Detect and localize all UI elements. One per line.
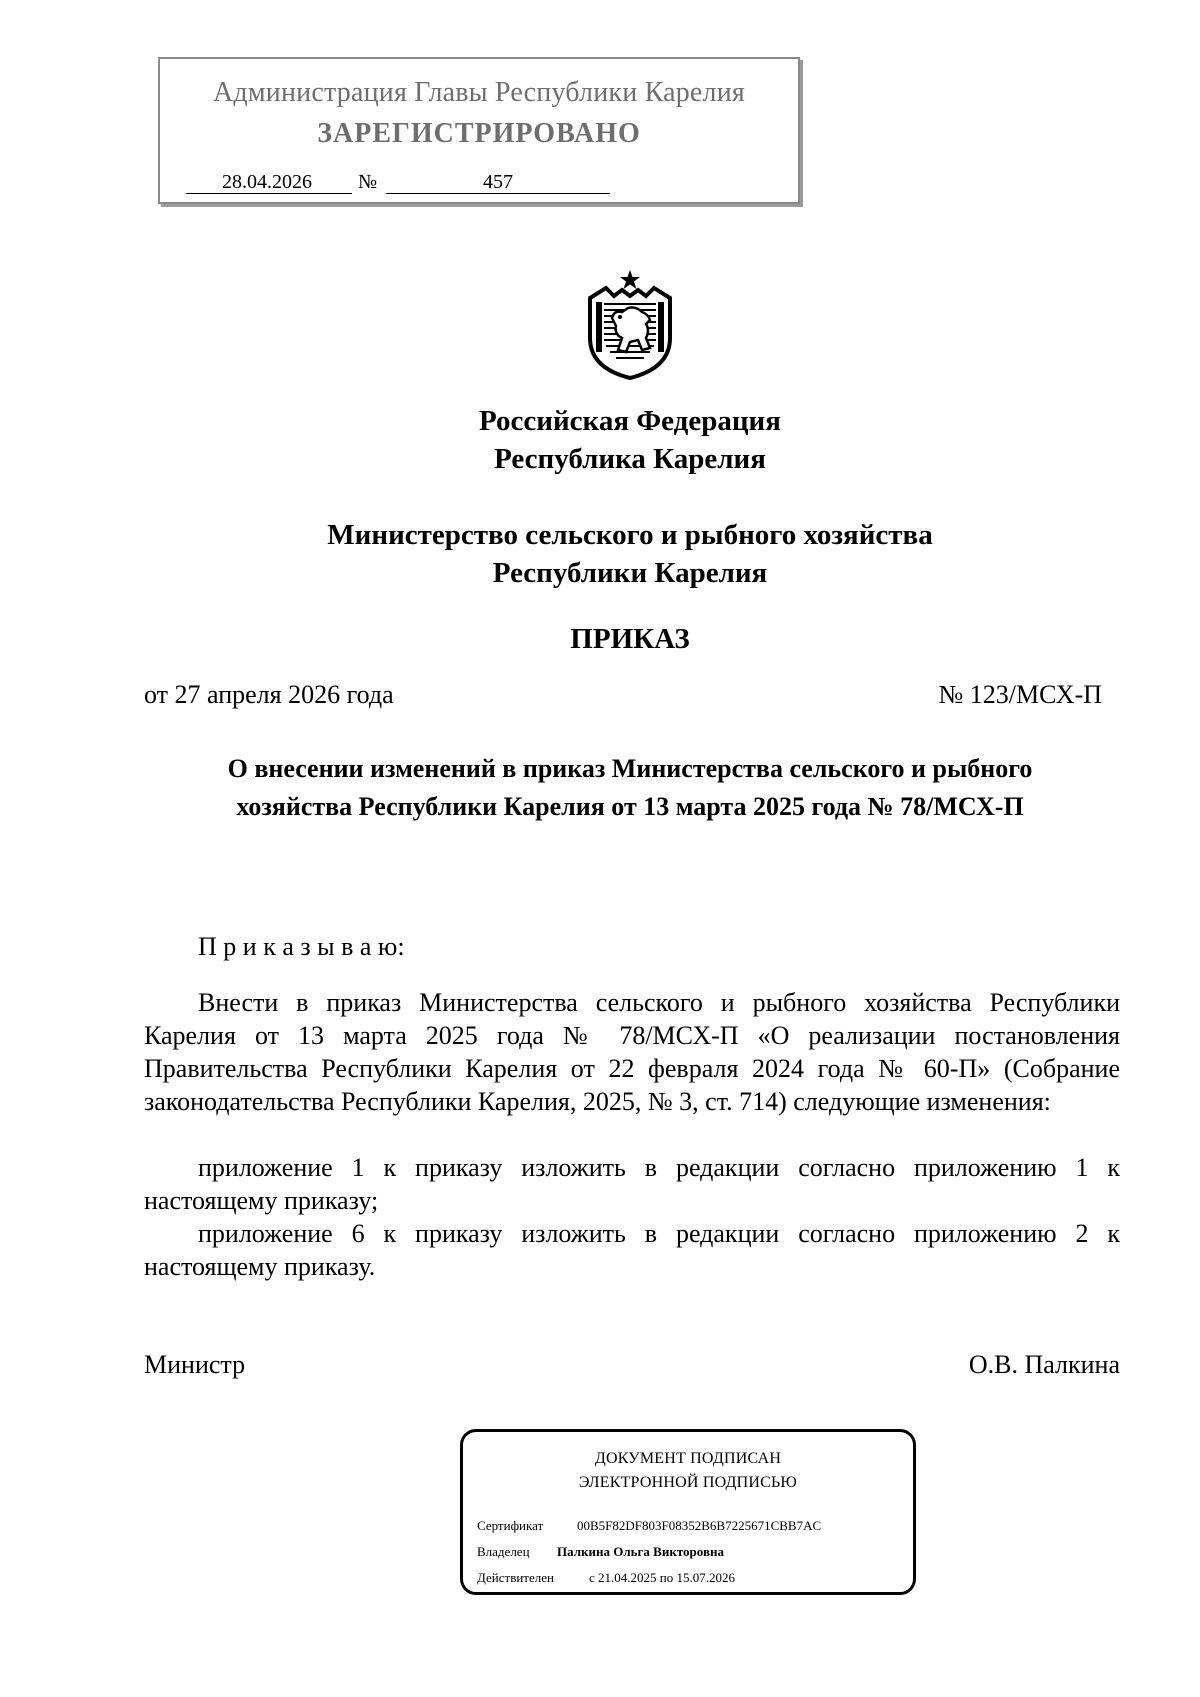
body-paragraph-1: Внести в приказ Министерства сельского и рыбного хозяйства Республики Карелия от 13 марта 2025 года № 78/МСХ-П «О реализации постановления Правительства Республики Карелия от 22 февраля 2024 года № 60-П» (Собрание законодательства Республики Карелия, 2025, № 3, ст. 714) следующие изменения: xyxy=(144,988,1120,1116)
order-word: П р и к а з ы в а ю: xyxy=(198,932,405,961)
esig-line1: ДОКУМЕНТ ПОДПИСАН xyxy=(594,1450,782,1467)
stamp-status: ЗАРЕГИСТРИРОВАНО xyxy=(317,118,641,149)
order-number: № 123/МСХ-П xyxy=(938,680,1102,709)
esig-valid-label: Действителен xyxy=(477,1570,554,1585)
esig-cert-label: Сертификат xyxy=(477,1518,544,1533)
esig-owner-row xyxy=(477,1544,724,1560)
stamp-date: 28.04.2026 xyxy=(222,171,312,193)
header-region: Республика Карелия xyxy=(494,443,766,475)
header-country: Российская Федерация xyxy=(479,405,781,437)
order-date: от 27 апреля 2026 года xyxy=(144,680,394,709)
doc-type: ПРИКАЗ xyxy=(570,623,690,655)
electronic-signature-stamp xyxy=(460,1429,916,1595)
stamp-number-sign: № xyxy=(358,171,378,193)
body-paragraph-2: приложение 1 к приказу изложить в редакции согласно приложению 1 к настоящему приказу; xyxy=(144,1153,1120,1215)
stamp-org: Администрация Главы Республики Карелия xyxy=(213,77,745,108)
signature-position: Министр xyxy=(144,1350,246,1379)
esig-cert-value: 00B5F82DF803F08352B6B7225671CBB7AC xyxy=(577,1518,822,1533)
order-title-line2: хозяйства Республики Карелия от 13 марта 2025 года № 78/МСХ-П xyxy=(236,792,1024,821)
esig-cert-row xyxy=(477,1518,821,1534)
header-ministry-line2: Республики Карелия xyxy=(492,557,768,589)
order-title-line1: О внесении изменений в приказ Министерства сельского и рыбного xyxy=(227,754,1033,783)
esig-valid-row xyxy=(477,1570,735,1586)
stamp-number: 457 xyxy=(483,171,513,193)
esig-line2: ЭЛЕКТРОННОЙ ПОДПИСЬЮ xyxy=(578,1474,798,1491)
signature-name: О.В. Палкина xyxy=(968,1350,1120,1379)
esig-owner-label: Владелец xyxy=(477,1544,530,1559)
esig-valid-value: с 21.04.2025 по 15.07.2026 xyxy=(589,1570,735,1585)
esig-owner-value: Палкина Ольга Викторовна xyxy=(557,1544,724,1559)
coat-of-arms-icon xyxy=(584,268,676,380)
header-ministry-line1: Министерство сельского и рыбного хозяйства xyxy=(327,519,933,551)
body-paragraph-3: приложение 6 к приказу изложить в редакции согласно приложению 2 к настоящему приказу. xyxy=(144,1219,1120,1281)
registration-stamp xyxy=(158,57,800,204)
